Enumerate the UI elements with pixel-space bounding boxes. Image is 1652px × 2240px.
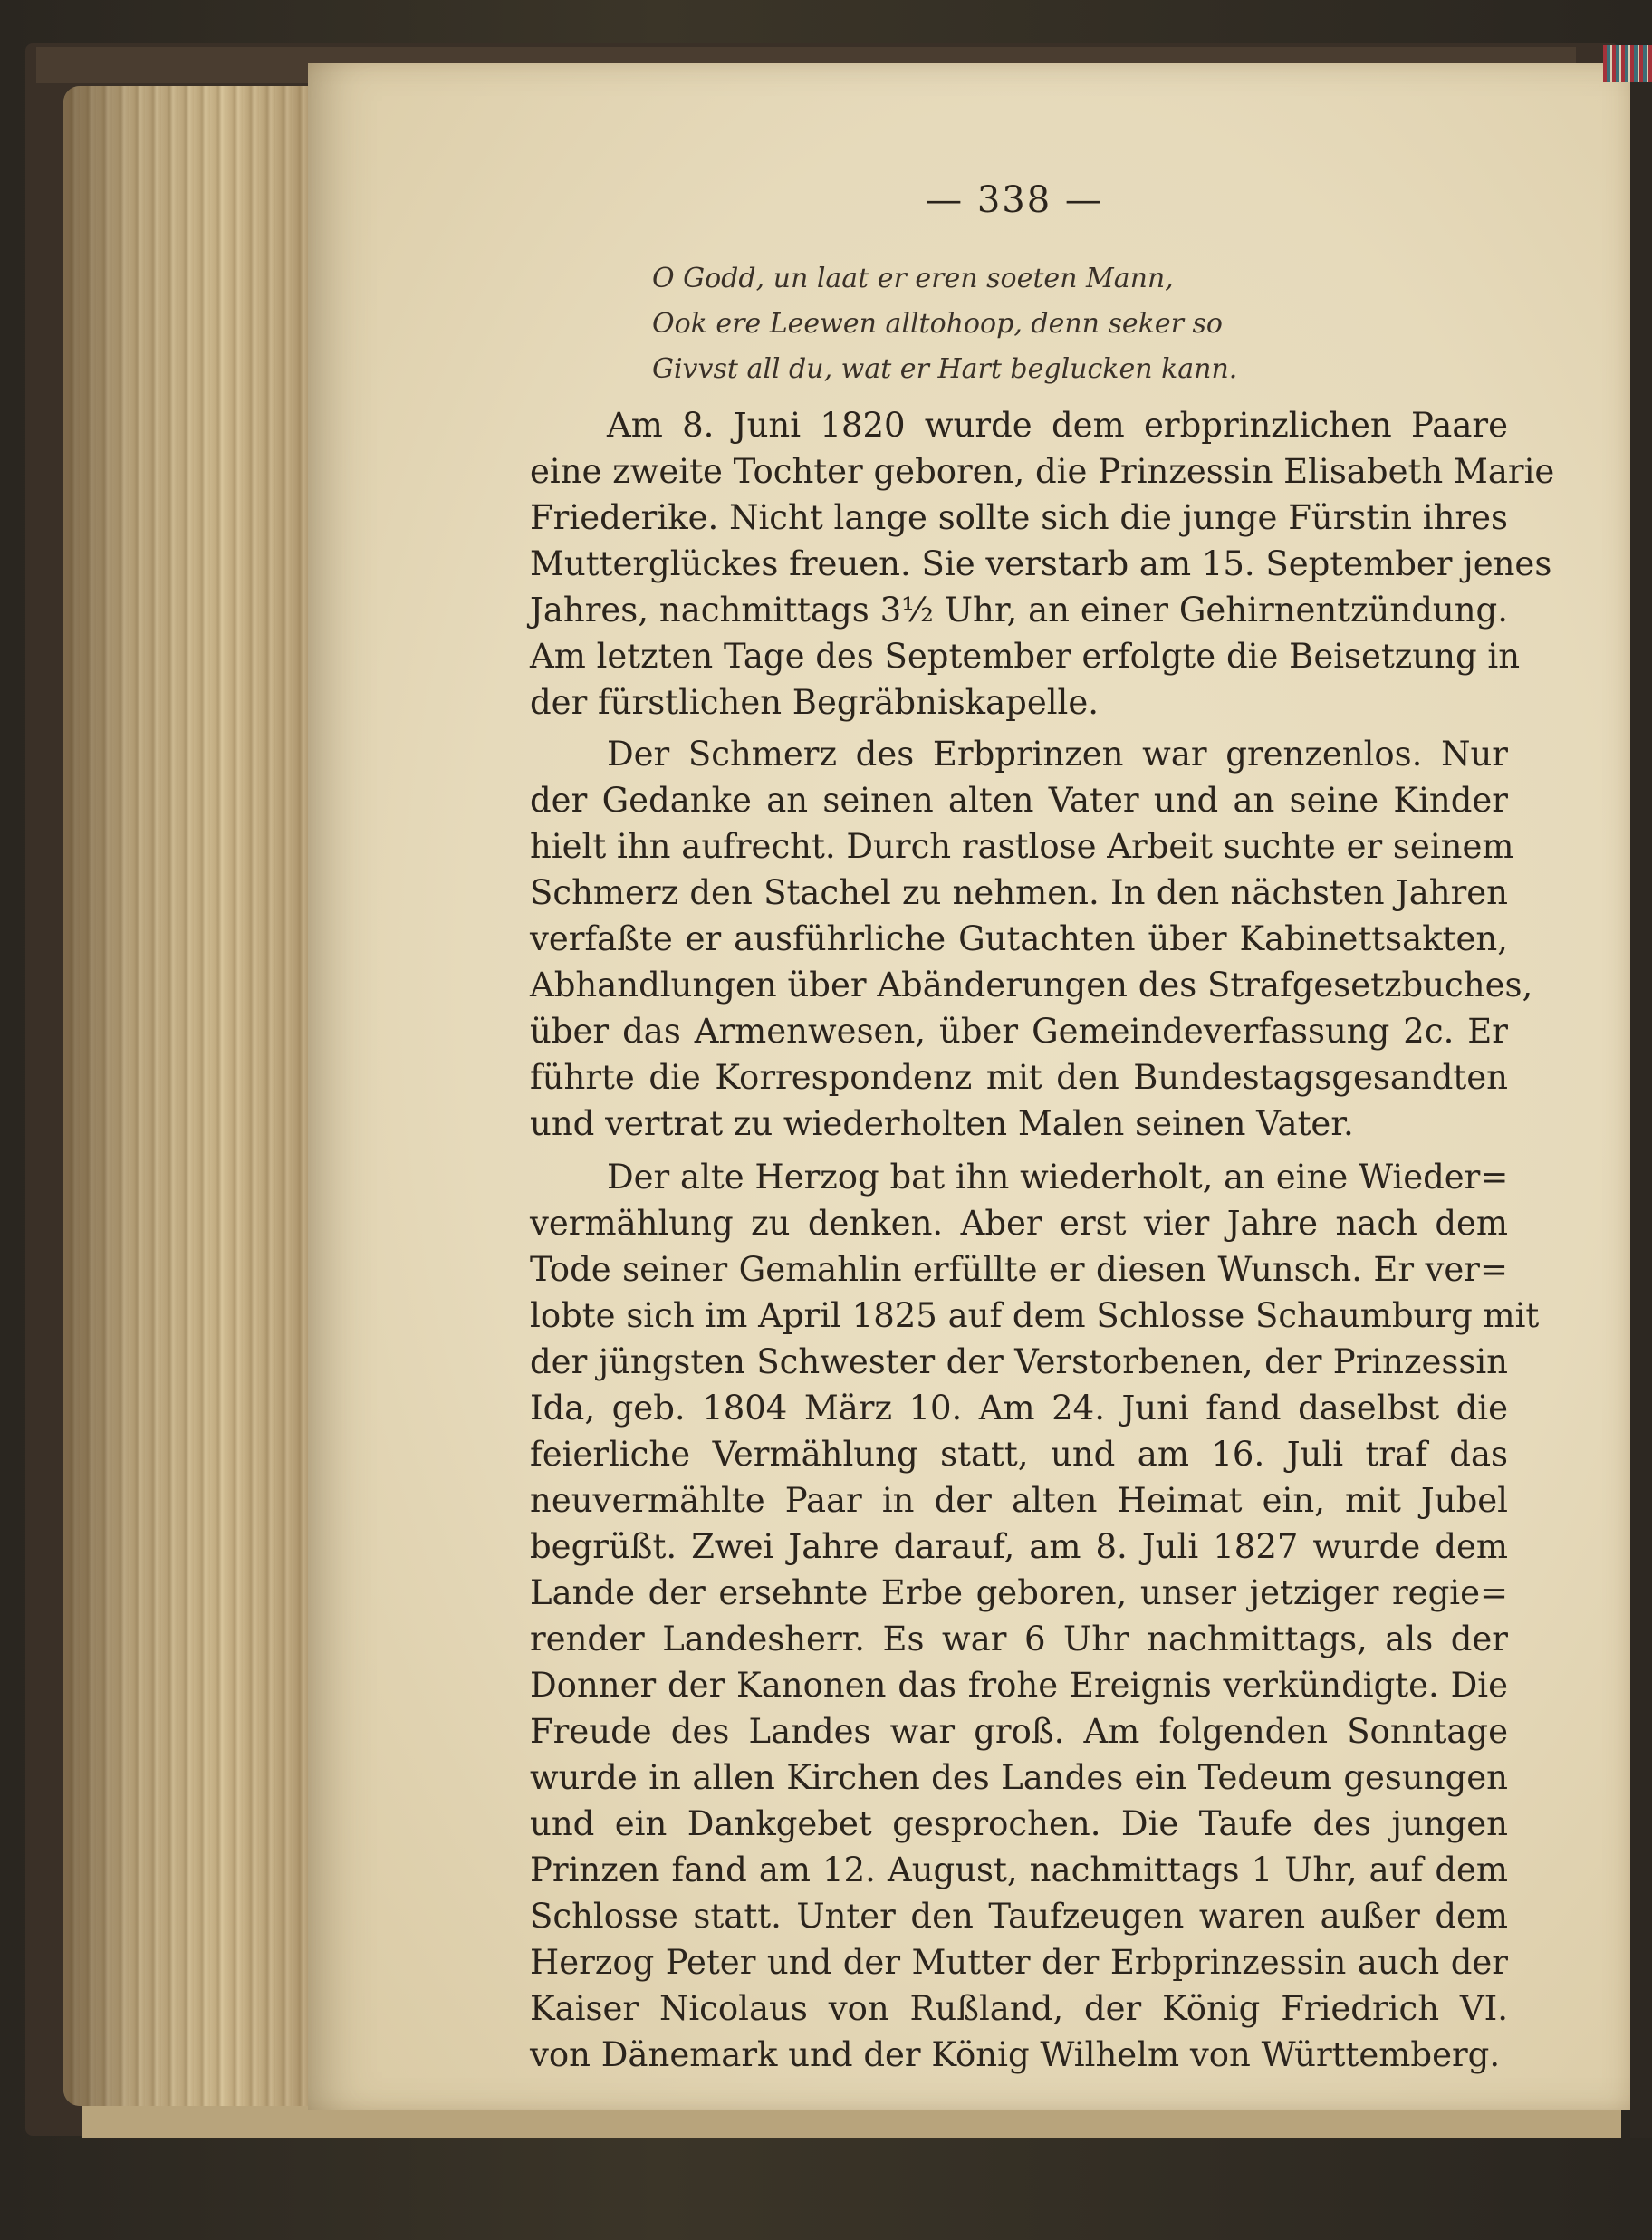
text-line: der Gedanke an seinen alten Vater und an seine Kinder [530, 781, 1508, 820]
text-line: hielt ihn aufrecht. Durch rastlose Arbeit suchte er seinem [530, 827, 1514, 866]
text-line: Kaiser Nicolaus von Rußland, der König Friedrich VI. [530, 1989, 1508, 2028]
text-line: Am letzten Tage des September erfolgte die Beisetzung in [530, 637, 1521, 676]
text-line: von Dänemark und der König Wilhelm von Württemberg. [530, 2035, 1501, 2074]
text-line: lobte sich im April 1825 auf dem Schlosse Schaumburg mit [530, 1296, 1540, 1335]
text-line: feierliche Vermählung statt, und am 16. Juli traf das [530, 1435, 1508, 1474]
text-line: Der Schmerz des Erbprinzen war grenzenlos. Nur [607, 735, 1508, 774]
text-line: Herzog Peter und der Mutter der Erbprinzessin auch der [530, 1943, 1508, 1982]
text-line: über das Armenwesen, über Gemeindeverfassung 2c. Er [530, 1012, 1508, 1051]
text-line: Mutterglückes freuen. Sie verstarb am 15. September jenes [530, 544, 1552, 583]
text-line: und ein Dankgebet gesprochen. Die Taufe des jungen [530, 1804, 1508, 1843]
text-line: Jahres, nachmittags 3½ Uhr, an einer Gehirnentzündung. [530, 591, 1508, 630]
text-line: Ida, geb. 1804 März 10. Am 24. Juni fand daselbst die [530, 1389, 1508, 1428]
text-line: verfaßte er ausführliche Gutachten über Kabinettsakten, [530, 919, 1508, 958]
verse-line: O Godd, un laat er eren soeten Mann, [652, 263, 1174, 294]
text-line: Schmerz den Stachel zu nehmen. In den nächsten Jahren [530, 873, 1508, 912]
text-line: neuvermählte Paar in der alten Heimat ein, mit Jubel [530, 1481, 1508, 1520]
verse-line: Givvst all du, wat er Hart beglucken kann. [652, 353, 1238, 385]
text-line: vermählung zu denken. Aber erst vier Jahre nach dem [530, 1204, 1508, 1243]
text-line: Lande der ersehnte Erbe geboren, unser jetziger regie= [530, 1573, 1508, 1612]
text-line: wurde in allen Kirchen des Landes ein Tedeum gesungen [530, 1758, 1508, 1797]
text-line: begrüßt. Zwei Jahre darauf, am 8. Juli 1827 wurde dem [530, 1527, 1508, 1566]
text-line: Prinzen fand am 12. August, nachmittags 1 Uhr, auf dem [530, 1851, 1508, 1889]
text-line: Schlosse statt. Unter den Taufzeugen waren außer dem [530, 1897, 1508, 1936]
verse-line: Ook ere Leewen alltohoop, denn seker so [652, 308, 1223, 340]
page-number: — 338 — [926, 179, 1103, 221]
text-line: der jüngsten Schwester der Verstorbenen, der Prinzessin [530, 1342, 1508, 1381]
text-line: führte die Korrespondenz mit den Bundestagsgesandten [530, 1058, 1508, 1097]
text-line: Am 8. Juni 1820 wurde dem erbprinzlichen Paare [607, 406, 1508, 445]
text-line: Donner der Kanonen das frohe Ereignis verkündigte. Die [530, 1666, 1508, 1705]
text-line: Abhandlungen über Abänderungen des Strafgesetzbuches, [530, 966, 1533, 1005]
text-line: Tode seiner Gemahlin erfüllte er diesen Wunsch. Er ver= [530, 1250, 1508, 1289]
text-line: Freude des Landes war groß. Am folgenden Sonntage [530, 1712, 1508, 1751]
text-line: Der alte Herzog bat ihn wiederholt, an eine Wieder= [607, 1158, 1509, 1197]
text-line: eine zweite Tochter geboren, die Prinzessin Elisabeth Marie [530, 452, 1555, 491]
text-line: der fürstlichen Begräbniskapelle. [530, 683, 1100, 722]
text-line: render Landesherr. Es war 6 Uhr nachmittags, als der [530, 1620, 1508, 1658]
text-line: und vertrat zu wiederholten Malen seinen Vater. [530, 1104, 1354, 1143]
text-line: Friederike. Nicht lange sollte sich die junge Fürstin ihres [530, 498, 1508, 537]
